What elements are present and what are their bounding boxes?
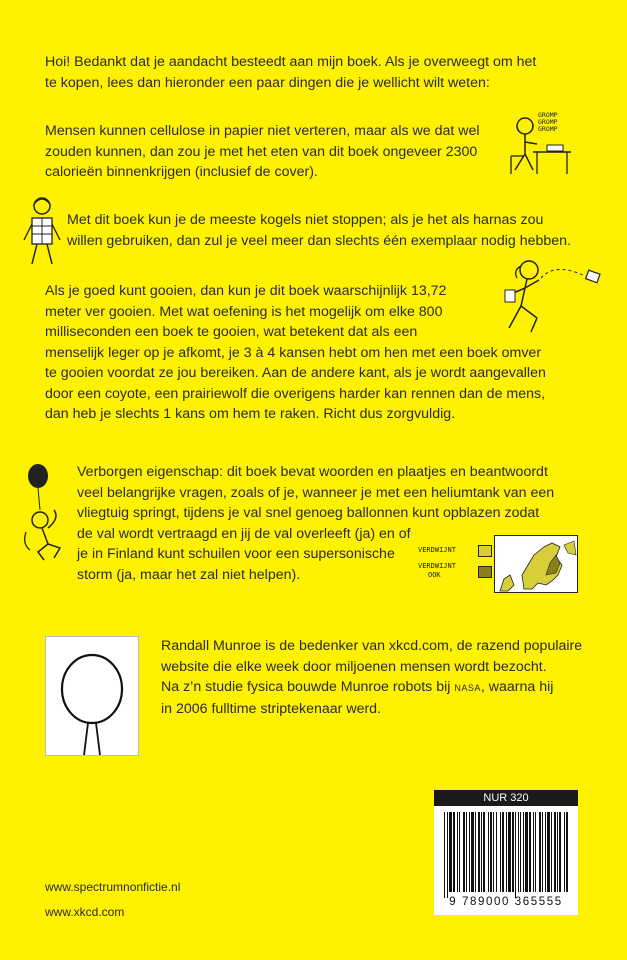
barcode-bar	[500, 812, 501, 892]
throwing-paragraph	[45, 281, 546, 425]
hidden-line-3: vliegtuig springt, tijdens je val snel genoeg ballonnen kunt opblazen zodat	[77, 505, 540, 521]
author-line-4: in 2006 fulltime striptekenaar werd.	[161, 700, 382, 717]
balloon-figure-drawing	[20, 462, 72, 572]
barcode-bar	[512, 812, 514, 892]
gromp-text: GROMP GROMP GROMP	[538, 111, 558, 133]
barcode-bar	[515, 812, 516, 898]
throwing-line-1: Als je goed kunt gooien, dan kun je dit boek waarschijnlijk 13,72	[45, 283, 447, 299]
bullets-line-2: willen gebruiken, dan zul je veel meer dan slechts één exemplaar nodig hebben.	[67, 232, 571, 249]
barcode-bar	[488, 812, 489, 892]
intro-line-1: Hoi! Bedankt dat je aandacht besteedt aan mijn boek. Als je overweegt om het	[45, 54, 537, 70]
balloon-figure-doodle	[20, 462, 72, 572]
finland-map	[494, 535, 578, 593]
author-line-1: Randall Munroe is de bedenker van xkcd.com, de razend populaire	[161, 638, 583, 654]
throwing-line-2: meter ver gooien. Met wat oefening is het mogelijk om elke 800	[45, 303, 443, 320]
barcode-bar	[566, 812, 568, 892]
barcode-bar	[557, 812, 558, 892]
intro-paragraph	[45, 52, 536, 93]
author-portrait	[45, 636, 139, 756]
intro-line-2: te kopen, lees dan hieronder een paar dingen die je wellicht wilt weten:	[45, 74, 490, 91]
barcode-bar	[533, 812, 534, 892]
cellulose-line-1: Mensen kunnen cellulose in papier niet verteren, maar als we dat wel	[45, 123, 480, 139]
author-line-2: website die elke week door miljoenen mensen wordt bezocht.	[161, 658, 547, 675]
barcode-bar	[520, 812, 521, 892]
hidden-line-6: storm (ja, maar het zal niet helpen).	[77, 566, 301, 583]
armor-figure-drawing	[22, 196, 62, 266]
barcode-bar	[490, 812, 492, 892]
barcode-bar	[508, 812, 511, 892]
barcode-bar	[483, 812, 485, 892]
nur-label: NUR 320	[434, 790, 578, 806]
barcode-bar	[502, 812, 504, 892]
barcode-bar	[459, 812, 460, 892]
hidden-line-1: Verborgen eigenschap: dit boek bevat woorden en plaatjes en beantwoordt	[77, 464, 548, 480]
barcode-bar	[523, 812, 524, 892]
throwing-line-4: menselijk leger op je afkomt, je 3 à 4 kansen hebt om hen met een boek omver	[45, 344, 542, 361]
legend-row-1	[418, 546, 490, 555]
hidden-line-2: veel belangrijke vragen, zoals of je, wanneer je met een heliumtank van een	[77, 484, 555, 501]
barcode-bar	[466, 812, 467, 892]
throwing-line-5: te gooien voordat ze jou bereiken. Aan de andere kant, als je wordt aangevallen	[45, 365, 546, 381]
barcode-bar	[493, 812, 494, 892]
barcode-bar	[564, 812, 565, 892]
legend-swatch-2	[478, 566, 492, 578]
throwing-figure-doodle	[495, 258, 610, 338]
armor-figure-doodle	[22, 196, 62, 266]
throwing-figure-drawing	[495, 258, 610, 338]
throwing-line-3: milliseconden een boek te gooien, wat betekent dat als een	[45, 324, 418, 340]
legend-label-1: VERDWIJNT	[418, 546, 456, 554]
author-line-3-pre: Na z’n studie fysica bouwde Munroe robots bij	[161, 679, 455, 695]
cellulose-line-2: zouden kunnen, dan zou je met het eten van dit boek ongeveer 2300	[45, 143, 478, 160]
barcode-bar	[481, 812, 482, 892]
hidden-line-4: de val wordt vertraagd en jij de val overleeft (ja) en of	[77, 525, 411, 542]
legend-row-2	[418, 562, 490, 580]
barcode-bar	[506, 812, 507, 892]
author-line-3-post: , waarna hij	[480, 679, 554, 695]
author-portrait-drawing	[46, 637, 138, 755]
throwing-line-6: door een coyote, een prairiewolf die overigens harder kan rennen dan de mens,	[45, 385, 546, 402]
barcode-bar	[559, 812, 561, 892]
barcode-bar	[475, 812, 476, 892]
barcode-bar	[554, 812, 556, 892]
barcode-bar	[529, 812, 531, 892]
barcode-bar	[444, 812, 445, 898]
hidden-line-5: je in Finland kunt schuilen voor een supersonische	[77, 546, 395, 562]
throwing-line-7: dan heb je slechts 1 kans om hem te raken. Richt dus zorgvuldig.	[45, 406, 456, 422]
bullets-paragraph	[67, 210, 571, 251]
barcode-bar	[535, 812, 536, 892]
cellulose-paragraph	[45, 121, 480, 183]
legend-label-2b: OOK	[428, 571, 441, 579]
barcode-bar	[551, 812, 552, 892]
barcode-bar	[453, 812, 455, 892]
bullets-line-1: Met dit boek kun je de meeste kogels niet stoppen; als je het als harnas zou	[67, 212, 544, 228]
finland-map-drawing	[494, 535, 578, 593]
barcode-bar	[542, 812, 543, 892]
barcode-bar	[469, 812, 470, 892]
xkcd-url[interactable]: www.xkcd.com	[45, 905, 125, 919]
author-line-3	[161, 677, 582, 699]
barcode-bar	[457, 812, 458, 892]
author-paragraph	[161, 636, 582, 719]
barcode-bar	[471, 812, 474, 892]
spectrum-url[interactable]: www.spectrumnonfictie.nl	[45, 880, 181, 894]
isbn-number: 9 789000 365555	[449, 896, 563, 908]
barcode-bar	[447, 812, 448, 898]
gromp-label	[538, 112, 568, 133]
legend-swatch-1	[478, 545, 492, 557]
barcode-bar	[545, 812, 546, 892]
barcode-bar	[463, 812, 465, 892]
barcode-bar	[449, 812, 452, 892]
barcode-bar	[547, 812, 550, 892]
legend-label-2a: VERDWIJNT	[418, 562, 456, 570]
barcode-bar	[496, 812, 497, 892]
barcode-bar	[478, 812, 480, 892]
barcode-bar	[539, 812, 541, 892]
nasa-text: NASA	[454, 683, 481, 693]
barcode-bar	[518, 812, 519, 892]
cellulose-line-3: calorieën binnenkrijgen (inclusief de cover).	[45, 164, 318, 180]
barcode-bar	[525, 812, 528, 892]
